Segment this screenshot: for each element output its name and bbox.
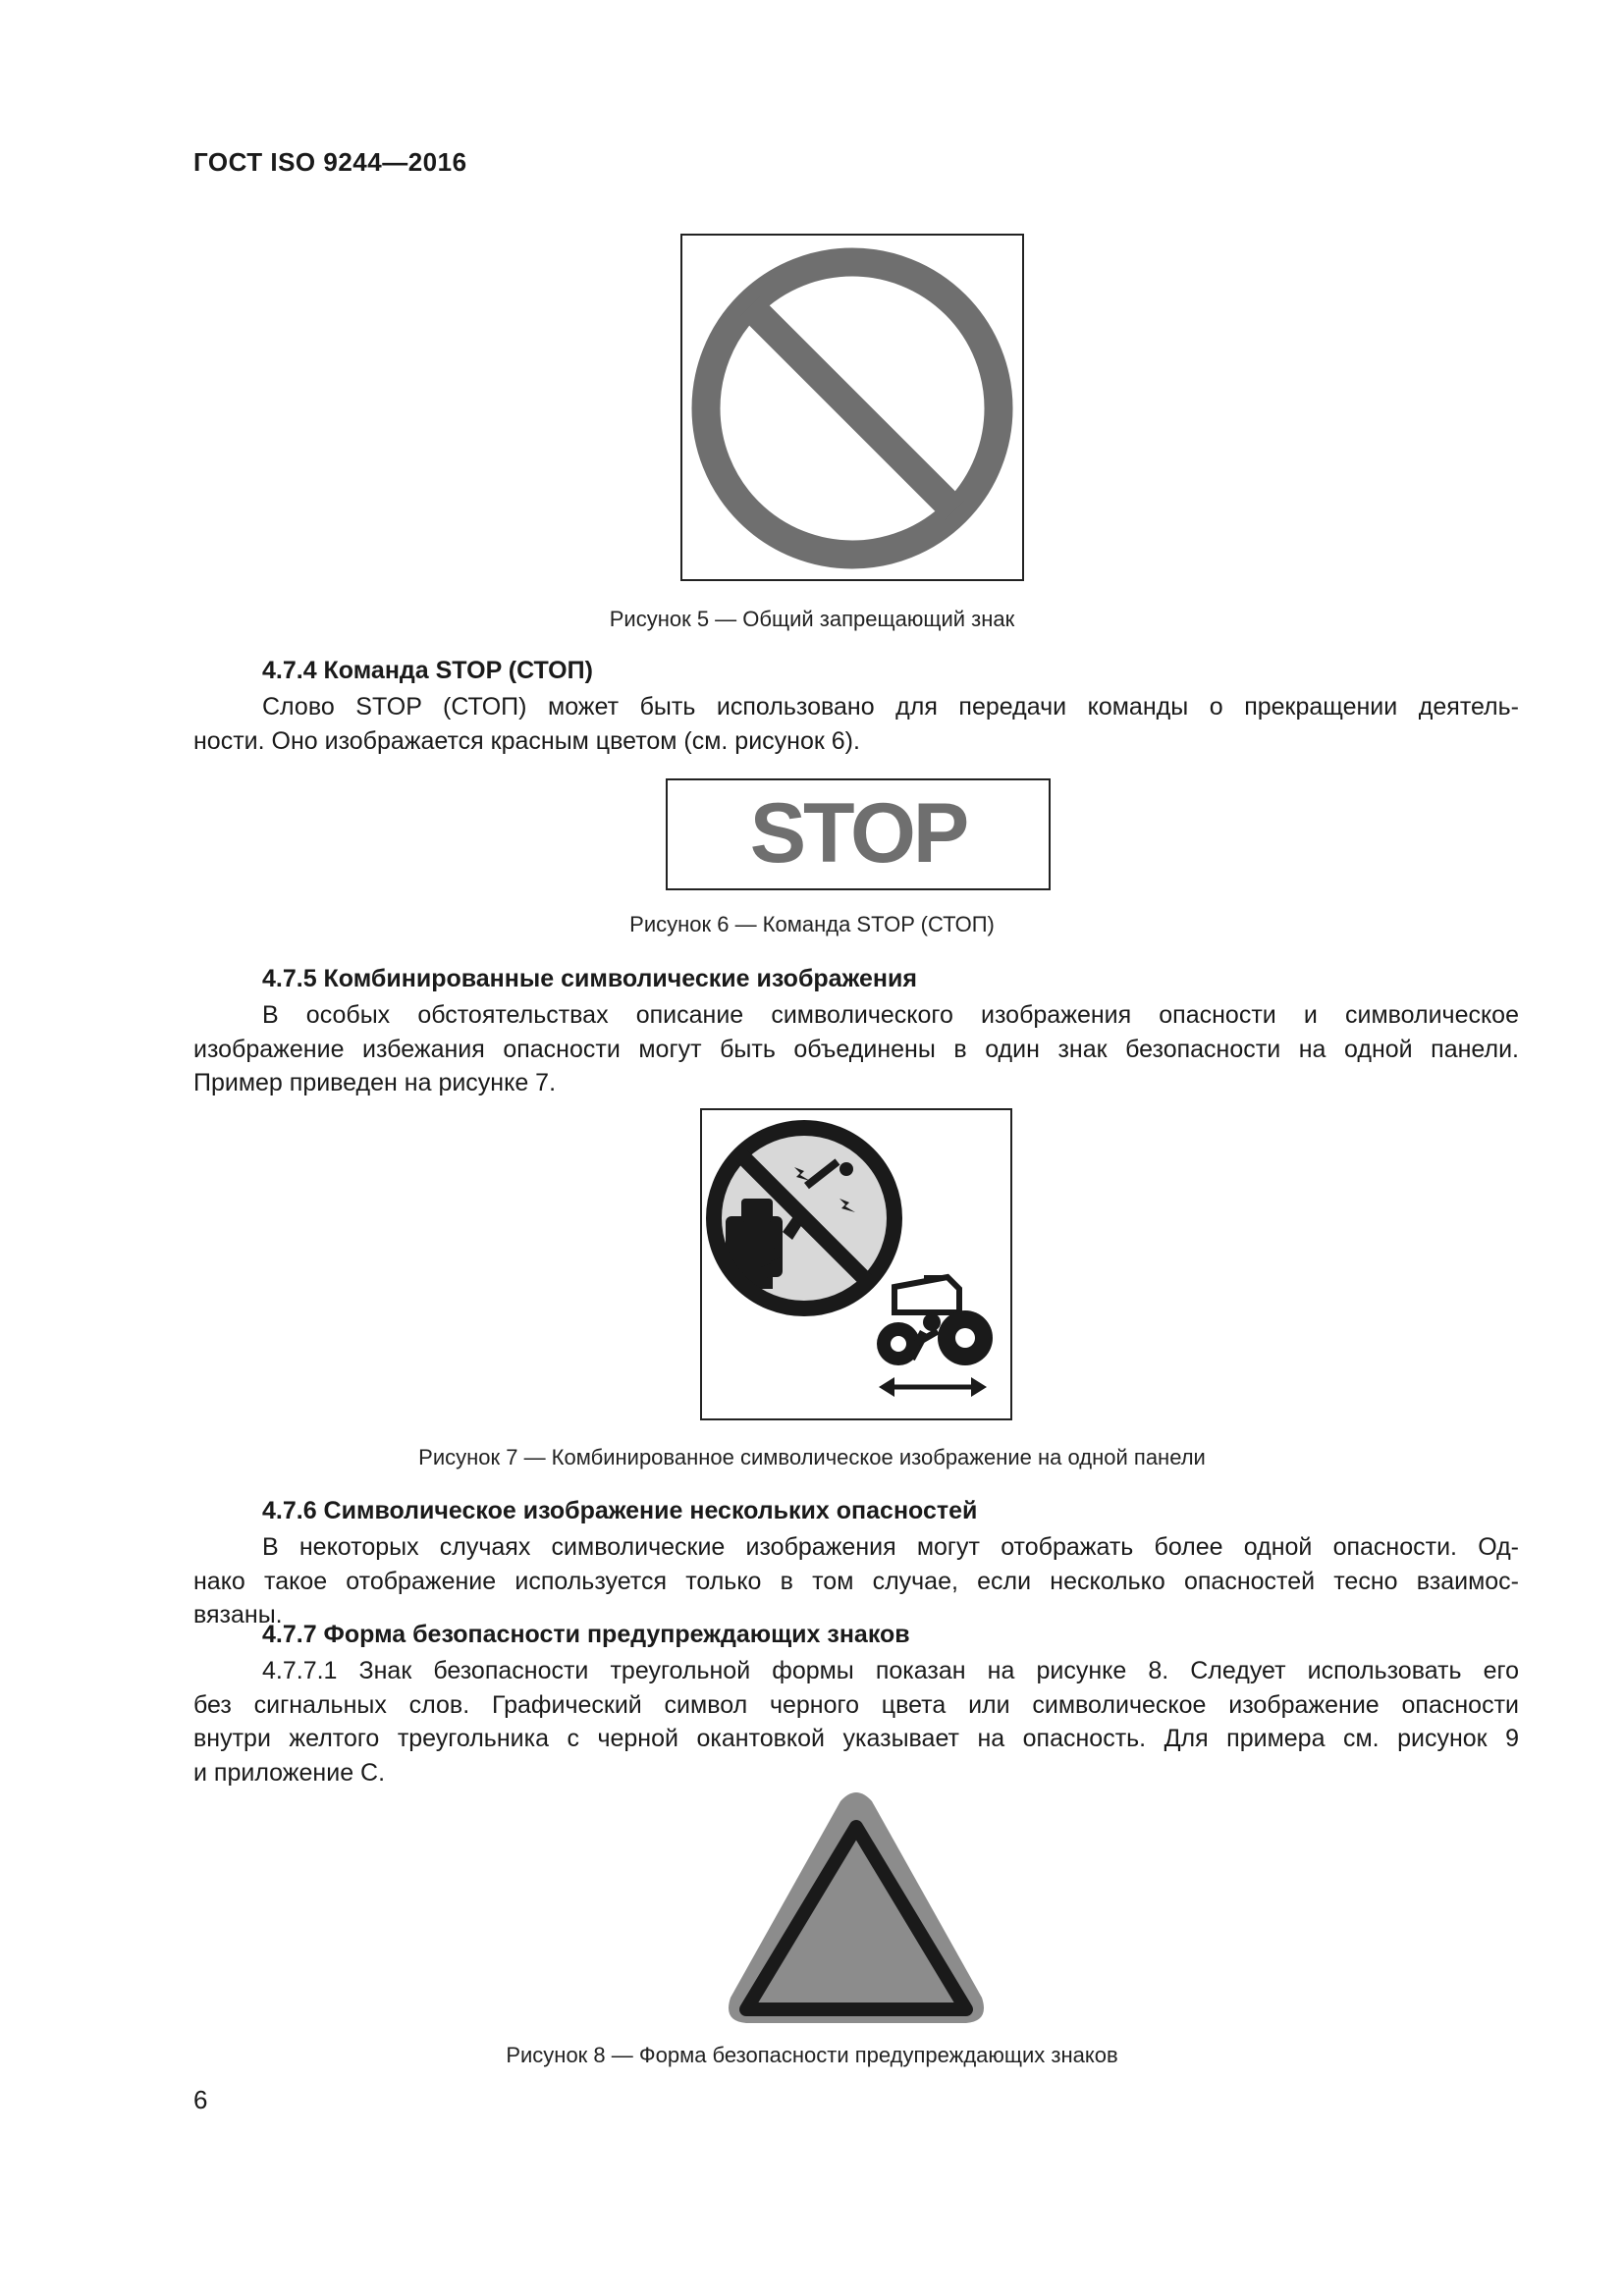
- section-4-7-5-heading: 4.7.5 Комбинированные символические изображения: [262, 965, 917, 992]
- section-4-7-6-text: [193, 1530, 1519, 1632]
- paragraph-line: и приложение С.: [193, 1758, 386, 1787]
- paragraph-line: Пример приведен на рисунке 7.: [193, 1069, 557, 1096]
- paragraph-line: Слово STOP (СТОП) может быть использовано для передачи команды о прекращении деятель-: [262, 693, 1519, 721]
- figure-8-frame: [723, 1789, 990, 2031]
- figure-6-frame: [666, 778, 1051, 890]
- prohibition-sign-icon: [682, 236, 1022, 579]
- paragraph-line: нако такое отображение используется только в том случае, если несколько опасностей тесно взаимос-: [193, 1567, 1519, 1595]
- double-arrow-icon: [879, 1377, 987, 1397]
- paragraph-line: внутри желтого треугольника с черной окантовкой указывает на опасность. Для примера см. рисунок 9: [193, 1725, 1519, 1752]
- section-4-7-7-heading: 4.7.7 Форма безопасности предупреждающих знаков: [262, 1621, 910, 1648]
- paragraph-line: без сигнальных слов. Графический символ черного цвета или символическое изображение опасности: [193, 1690, 1519, 1719]
- paragraph-line: 4.7.7.1 Знак безопасности треугольной формы показан на рисунке 8. Следует использовать его: [262, 1657, 1519, 1684]
- page-number: 6: [193, 2085, 208, 2114]
- paragraph-line: ности. Оно изображается красным цветом (см. рисунок 6).: [193, 726, 860, 755]
- figure-5-frame: [680, 234, 1024, 581]
- combined-pictogram-icon: [702, 1110, 1010, 1418]
- stop-sign-text: STOP: [749, 786, 967, 881]
- paragraph-line: В некоторых случаях символические изображения могут отображать более одной опасности. Од-: [262, 1533, 1519, 1561]
- paragraph-line: В особых обстоятельствах описание символического изображения опасности и символическое: [262, 1001, 1519, 1029]
- section-4-7-5-text: [193, 998, 1519, 1100]
- section-4-7-6-heading: 4.7.6 Символическое изображение нескольких опасностей: [262, 1497, 978, 1524]
- section-4-7-4-text: [193, 690, 1519, 758]
- stop-sign: [668, 780, 1049, 888]
- warning-triangle-icon: [723, 1789, 990, 2031]
- figure-8-caption: Рисунок 8 — Форма безопасности предупреждающих знаков: [506, 2043, 1118, 2067]
- section-4-7-7-text: [193, 1654, 1519, 1789]
- paragraph-line: изображение избежания опасности могут быть объединены в один знак безопасности на одной панели.: [193, 1035, 1519, 1063]
- section-4-7-4-heading: 4.7.4 Команда STOP (СТОП): [262, 657, 593, 684]
- figure-7-caption: Рисунок 7 — Комбинированное символическое изображение на одной панели: [418, 1445, 1206, 1469]
- figure-6-caption: Рисунок 6 — Команда STOP (СТОП): [629, 912, 995, 936]
- figure-5-caption: Рисунок 5 — Общий запрещающий знак: [609, 607, 1015, 631]
- figure-7-frame: [700, 1108, 1012, 1420]
- paragraph-line: вязаны.: [193, 1601, 283, 1629]
- document-header: ГОСТ ISO 9244—2016: [193, 147, 467, 177]
